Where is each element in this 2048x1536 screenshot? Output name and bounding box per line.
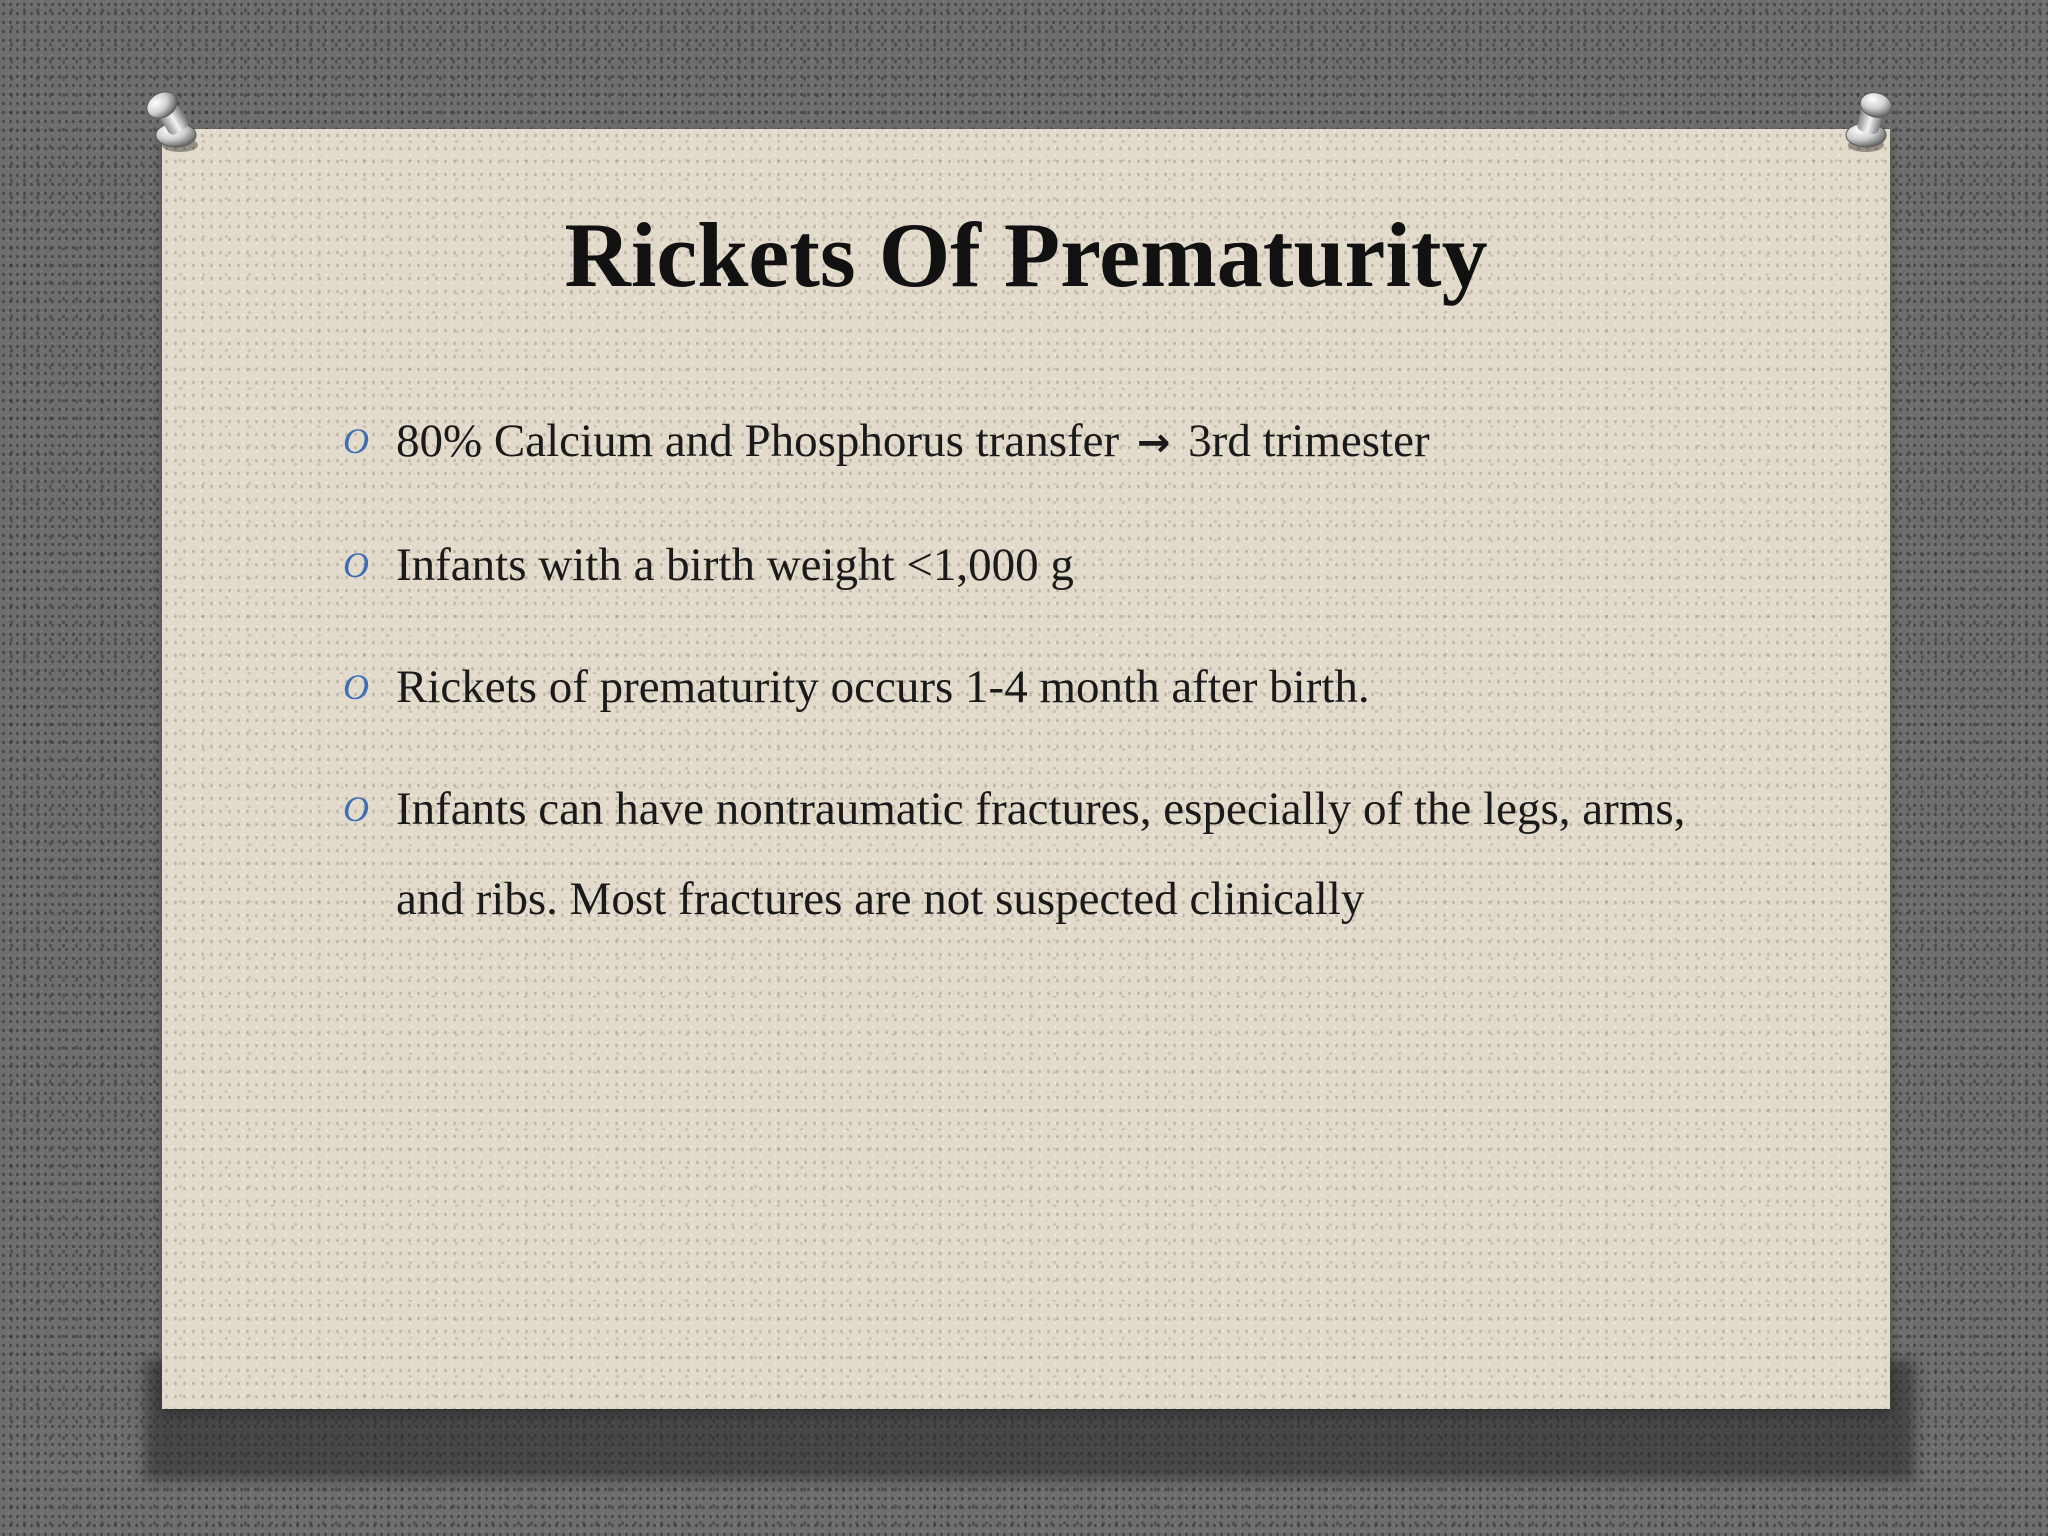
bullet-text: Infants can have nontraumatic fractures, especially of the legs, arms, and ribs. Most fractures are not suspected clinically — [396, 783, 1686, 925]
bullet-list — [340, 396, 1740, 976]
bullet-text: Infants with a birth weight <1,000 g — [396, 539, 1074, 591]
bullet-marker-icon: O — [343, 789, 369, 829]
bullet-marker-icon: O — [343, 667, 369, 707]
slide-title: Rickets Of Prematurity — [564, 204, 1488, 306]
bullet-text: Rickets of prematurity occurs 1-4 month after birth. — [396, 661, 1370, 713]
pushpin-icon — [1832, 85, 1906, 159]
bullet-marker-icon: O — [343, 545, 369, 585]
pushpin-icon — [136, 85, 210, 159]
bullet-marker-icon: O — [343, 421, 369, 461]
bullet-item — [340, 642, 1740, 732]
bullet-item — [340, 396, 1740, 488]
bullet-item — [340, 520, 1740, 610]
bullet-item — [340, 764, 1740, 944]
right-arrow-icon: → — [1136, 420, 1171, 466]
bullet-text: 3rd trimester — [1188, 415, 1430, 467]
bullet-text: 80% Calcium and Phosphorus transfer — [396, 415, 1120, 467]
